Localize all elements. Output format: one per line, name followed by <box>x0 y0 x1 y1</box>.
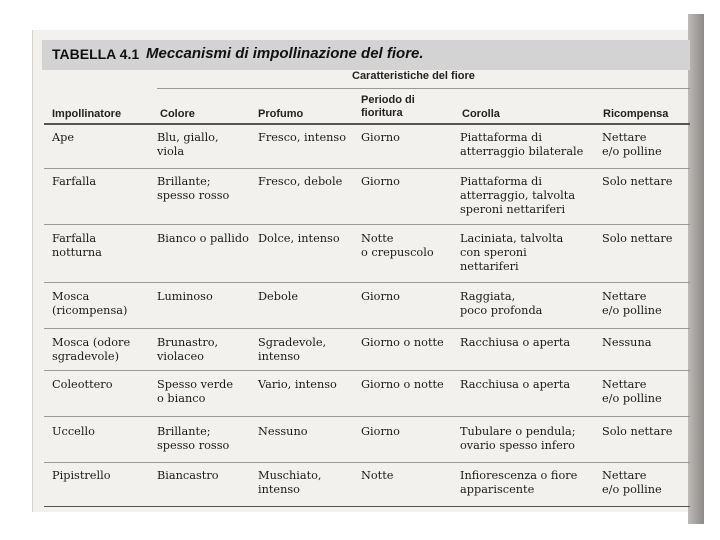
column-header-impollinatore: Impollinatore <box>52 108 122 120</box>
cell-periodo: Giorno <box>361 131 400 144</box>
cell-corolla: Raggiata, poco profonda <box>460 290 543 317</box>
cell-periodo: Giorno <box>361 175 400 188</box>
cell-corolla: Laciniata, talvolta con speroni nettariferi <box>460 232 564 273</box>
cell-ricompensa: Nettare e/o polline <box>602 290 662 317</box>
cell-ricompensa: Nettare e/o polline <box>602 469 662 496</box>
row-divider <box>44 328 690 329</box>
cell-ricompensa: Nessuna <box>602 336 652 349</box>
cell-impollinatore: Farfalla notturna <box>52 232 102 259</box>
cell-colore: Biancastro <box>157 469 219 482</box>
cell-periodo: Giorno o notte <box>361 378 444 391</box>
cell-impollinatore: Farfalla <box>52 175 97 188</box>
cell-impollinatore: Mosca (ricompensa) <box>52 290 128 317</box>
cell-profumo: Fresco, debole <box>258 175 343 188</box>
row-divider <box>44 224 690 225</box>
row-divider <box>44 168 690 169</box>
page-edge-shadow <box>688 14 704 524</box>
cell-corolla: Racchiusa o aperta <box>460 336 571 349</box>
group-header-rule <box>157 88 690 89</box>
row-divider <box>44 462 690 463</box>
row-divider <box>44 282 690 283</box>
cell-corolla: Piattaforma di atterraggio, talvolta speroni nettariferi <box>460 175 576 216</box>
cell-colore: Brunastro, violaceo <box>157 336 219 363</box>
cell-ricompensa: Solo nettare <box>602 232 673 245</box>
cell-impollinatore: Pipistrello <box>52 469 111 482</box>
cell-periodo: Giorno <box>361 290 400 303</box>
cell-colore: Bianco o pallido <box>157 232 249 245</box>
cell-corolla: Infiorescenza o fiore appariscente <box>460 469 578 496</box>
cell-ricompensa: Nettare e/o polline <box>602 378 662 405</box>
table-title-bar <box>42 40 690 70</box>
cell-colore: Spesso verde o bianco <box>157 378 234 405</box>
table-bottom-rule <box>44 506 690 507</box>
group-header: Caratteristiche del fiore <box>352 70 475 82</box>
cell-colore: Luminoso <box>157 290 213 303</box>
cell-impollinatore: Mosca (odore sgradevole) <box>52 336 131 363</box>
column-header-profumo: Profumo <box>258 108 304 120</box>
row-divider <box>44 370 690 371</box>
cell-profumo: Fresco, intenso <box>258 131 347 144</box>
column-header-periodo: Periodo di fioritura <box>361 94 415 119</box>
cell-profumo: Nessuno <box>258 425 308 438</box>
cell-ricompensa: Solo nettare <box>602 425 673 438</box>
cell-ricompensa: Nettare e/o polline <box>602 131 662 158</box>
cell-profumo: Muschiato, intenso <box>258 469 322 496</box>
table-title: Meccanismi di impollinazione del fiore. <box>146 45 424 62</box>
cell-colore: Blu, giallo, viola <box>157 131 219 158</box>
cell-profumo: Dolce, intenso <box>258 232 340 245</box>
cell-impollinatore: Coleottero <box>52 378 113 391</box>
cell-profumo: Vario, intenso <box>258 378 337 391</box>
cell-periodo: Giorno o notte <box>361 336 444 349</box>
cell-periodo: Notte <box>361 469 394 482</box>
cell-colore: Brillante; spesso rosso <box>157 425 230 452</box>
cell-corolla: Racchiusa o aperta <box>460 378 571 391</box>
cell-corolla: Tubulare o pendula; ovario spesso infero <box>460 425 576 452</box>
row-divider <box>44 416 690 417</box>
cell-profumo: Sgradevole, intenso <box>258 336 327 363</box>
cell-colore: Brillante; spesso rosso <box>157 175 230 202</box>
cell-impollinatore: Uccello <box>52 425 95 438</box>
header-rule <box>44 123 690 125</box>
cell-corolla: Piattaforma di atterraggio bilaterale <box>460 131 584 158</box>
column-header-colore: Colore <box>160 108 195 120</box>
column-header-ricompensa: Ricompensa <box>603 108 669 120</box>
cell-ricompensa: Solo nettare <box>602 175 673 188</box>
column-header-corolla: Corolla <box>462 108 500 120</box>
table-number: TABELLA 4.1 <box>52 46 140 62</box>
cell-periodo: Giorno <box>361 425 400 438</box>
cell-impollinatore: Ape <box>52 131 75 144</box>
cell-profumo: Debole <box>258 290 299 303</box>
cell-periodo: Notte o crepuscolo <box>361 232 434 259</box>
